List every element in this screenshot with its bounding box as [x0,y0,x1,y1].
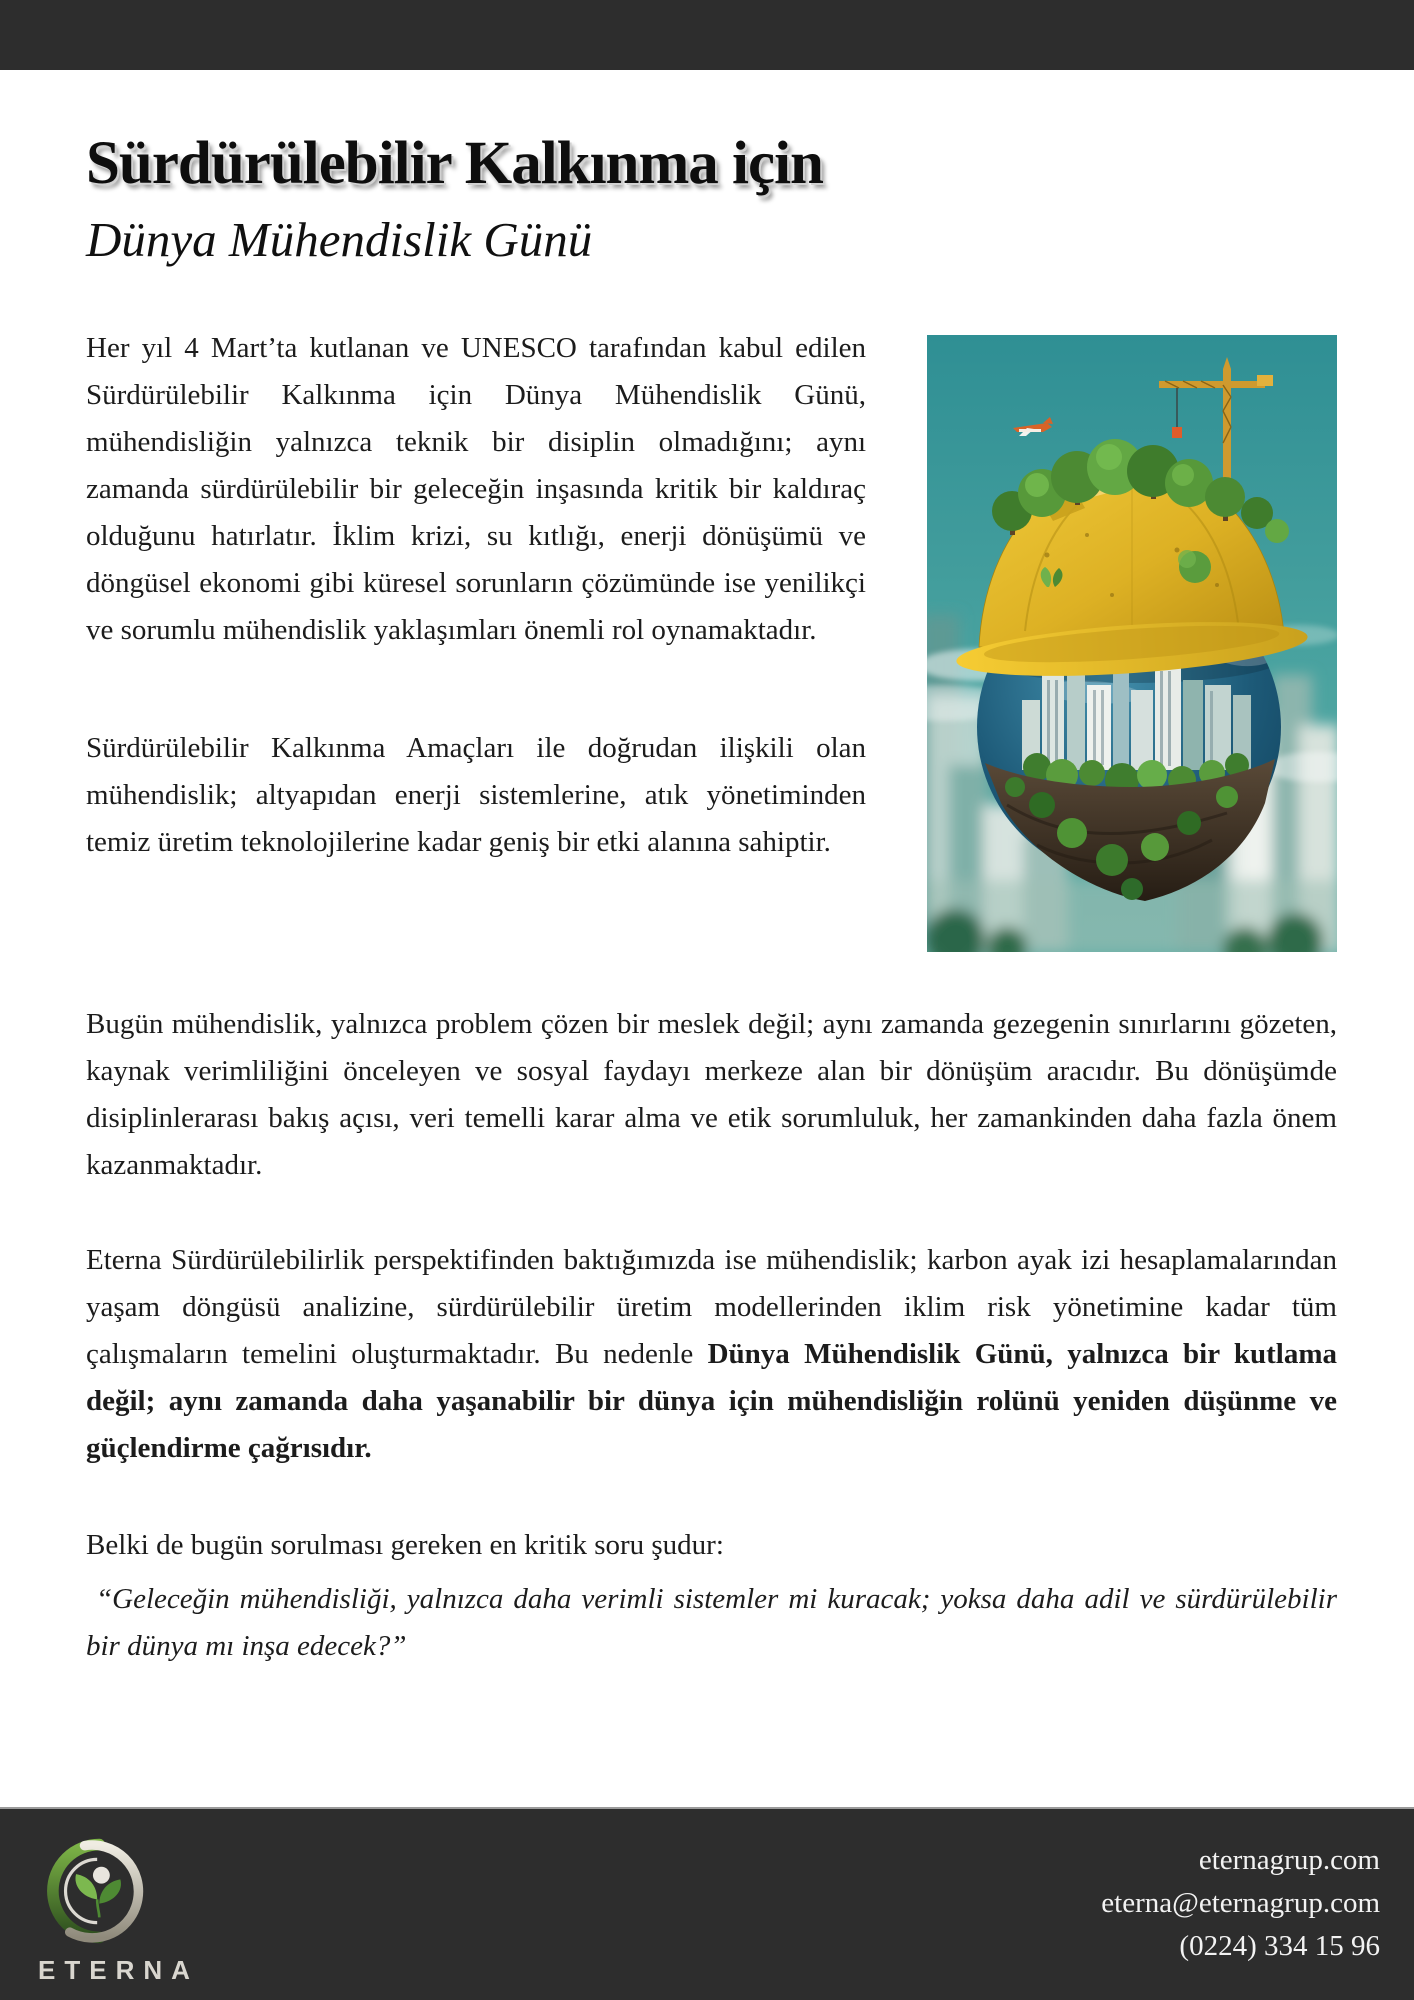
paragraph-4-normal: Eterna Sürdürülebilirlik perspektifinden baktığımızda ise mühendislik; karbon ayak izi hesaplamalarından yaşam döngüsü analizine, sürdürülebilir üretim modellerinden iklim risk yönetimine kadar tüm çalışmaların temelini oluşturmaktadır. Bu nedenle [86,1244,1337,1370]
paragraph-2: Sürdürülebilir Kalkınma Amaçları ile doğrudan ilişkili olan mühendislik; altyapıdan enerji sistemlerine, atık yönetiminden temiz üretim teknolojilerine kadar geniş bir etki alanına sahiptir. [86,732,866,858]
phone-number: (0224) 334 15 96 [1179,1930,1380,1962]
page-subtitle: Dünya Mühendislik Günü [86,211,593,267]
hero-image [927,335,1337,952]
paragraph-3: Bugün mühendislik, yalnızca problem çözen bir meslek değil; aynı zamanda gezegenin sınırlarını gözeten, kaynak verimliliğini önceleyen ve sosyal faydayı merkeze alan bir dönüşüm aracıdır. Bu dönüşümde disiplinlerarası bakış açısı, veri temelli karar alma ve etik sorumluluk, her zamankinden daha fazla önem kazanmaktadır. [86,1008,1337,1181]
paragraph-5: Belki de bugün sorulması gereken en kritik soru şudur: [86,1529,724,1561]
top-accent-bar [0,0,1414,70]
paragraph-4 [86,1237,1337,1472]
closing-quote: “Geleceğin mühendisliği, yalnızca daha verimli sistemler mi kuracak; yoksa daha adil ve sürdürülebilir bir dünya mı inşa edecek?” [86,1583,1337,1662]
contact-block [1101,1839,1380,1968]
footer-bar [0,1807,1414,2000]
paragraph-4-bold: Dünya Mühendislik Günü, yalnızca bir kutlama değil; aynı zamanda daha yaşanabilir bir dünya için mühendisliğin rolünü yeniden düşünme ve güçlendirme çağrısıdır. [86,1338,1337,1464]
company-logo [36,1833,216,1986]
email-address: eterna@eternagrup.com [1101,1887,1380,1919]
eterna-logo-icon [36,1833,152,1949]
hero-illustration [927,335,1337,952]
page-title: Sürdürülebilir Kalkınma için [86,129,823,197]
paragraph-1: Her yıl 4 Mart’ta kutlanan ve UNESCO tarafından kabul edilen Sürdürülebilir Kalkınma için Dünya Mühendislik Günü, mühendisliğin yalnızca teknik bir disiplin olmadığını; aynı zamanda sürdürülebilir bir geleceğin inşasında kritik bir kaldıraç olduğunu hatırlatır. İklim krizi, su kıtlığı, enerji dönüşümü ve döngüsel ekonomi gibi küresel sorunların çözümünde ise yenilikçi ve sorumlu mühendislik yaklaşımları önemli rol oynamaktadır. [86,332,866,646]
body-column [86,1001,1337,1670]
website-url: eternagrup.com [1198,1844,1380,1876]
eterna-wordmark: ETERNA [38,1955,199,1985]
intro-column [86,325,866,866]
